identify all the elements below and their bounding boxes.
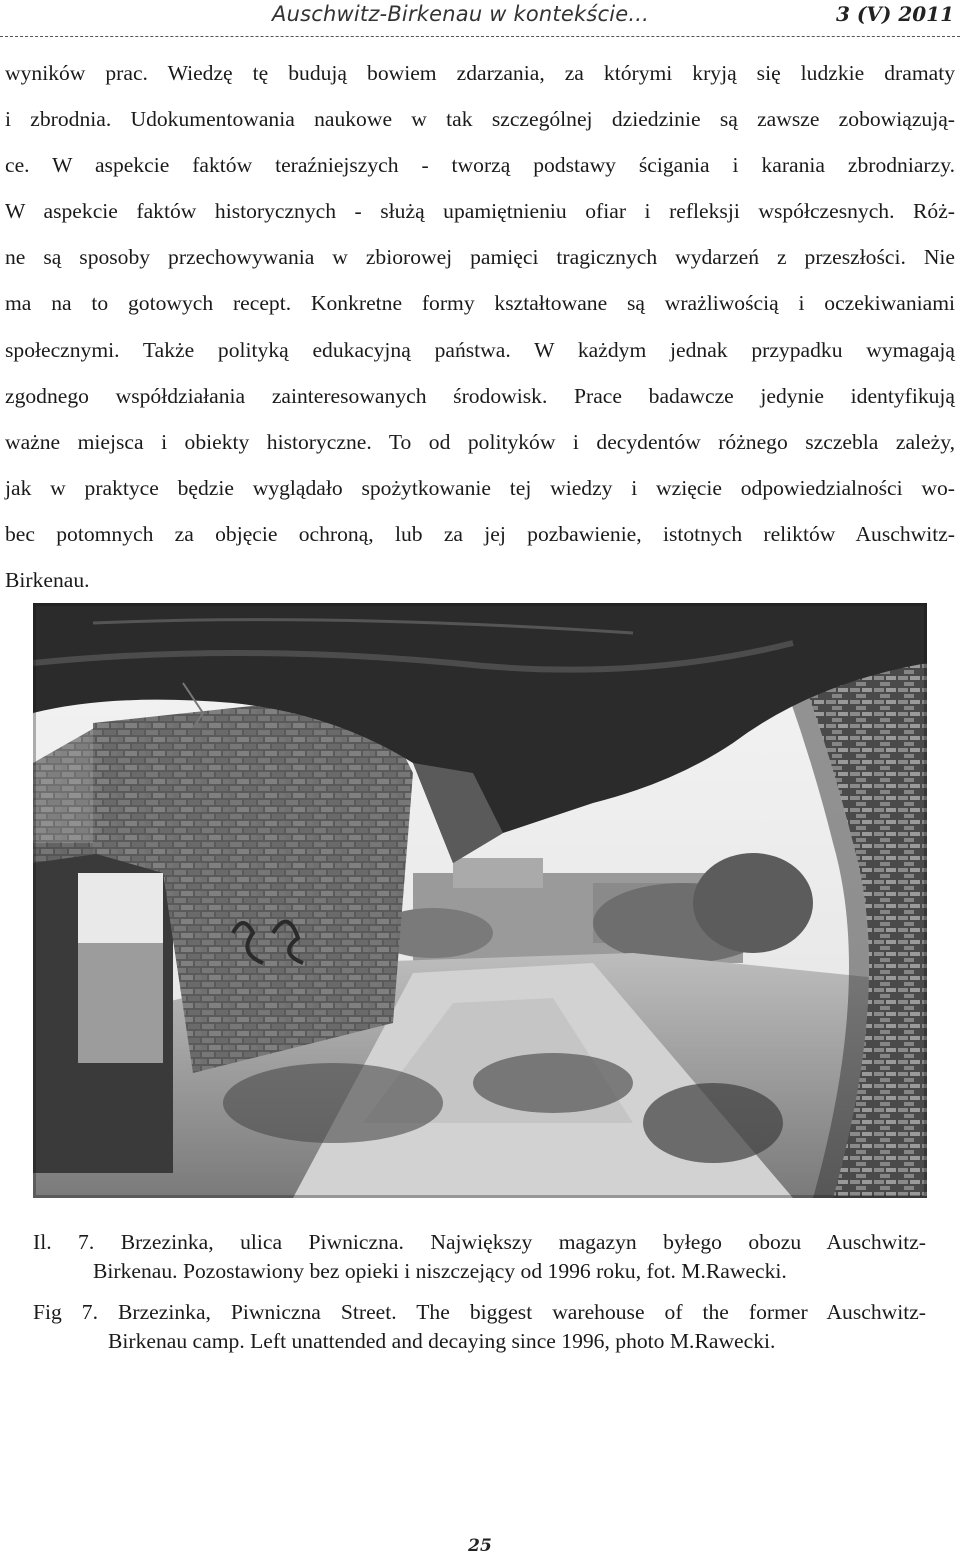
caption-en-line: Birkenau camp. Left unattended and decaying since 1996, photo M.Rawecki. xyxy=(108,1329,776,1353)
body-line: ma na to gotowych recept. Konkretne formy kształtowane są wrażliwością i oczekiwaniami xyxy=(5,291,955,316)
body-line: jak w praktyce będzie wyglądało spożytkowanie tej wiedzy i wzięcie odpowiedzialności wo- xyxy=(5,475,955,500)
body-line: Birkenau. xyxy=(5,568,90,593)
body-line: zgodnego współdziałania zainteresowanych środowisk. Prace badawcze jedynie identyfikują xyxy=(5,383,955,408)
body-line: i zbrodnia. Udokumentowania naukowe w tak szczególnej dziedzinie są zawsze zobowiązują- xyxy=(5,107,955,132)
caption-pl-line: Birkenau. Pozostawiony bez opieki i niszczejący od 1996 roku, fot. M.Rawecki. xyxy=(93,1259,787,1283)
body-line: wyników prac. Wiedzę tę budują bowiem zdarzania, za którymi kryją się ludzkie dramaty xyxy=(5,61,955,85)
caption-en-line: Fig 7. Brzezinka, Piwniczna Street. The biggest warehouse of the former Auschwitz- xyxy=(33,1300,926,1324)
figure-caption-en xyxy=(33,1298,926,1356)
body-line: społecznymi. Także polityką edukacyjną państwa. W każdym jednak przypadku wymagają xyxy=(5,337,955,362)
body-paragraph xyxy=(5,50,955,603)
body-line: ne są sposoby przechowywania w zbiorowej pamięci tragicznych wydarzeń z przeszłości. Nie xyxy=(5,245,955,270)
page-number: 25 xyxy=(468,1536,492,1556)
body-line: ważne miejsca i obiekty historyczne. To od polityków i decydentów różnego szczebla zależy, xyxy=(5,429,955,454)
body-line: W aspekcie faktów historycznych - służą upamiętnieniu ofiar i refleksji współczesnych. Róż- xyxy=(5,199,955,224)
figure-photo xyxy=(33,603,927,1198)
body-line: ce. W aspekcie faktów teraźniejszych - tworzą podstawy ścigania i karania zbrodniarzy. xyxy=(5,153,955,178)
caption-pl-line: Il. 7. Brzezinka, ulica Piwniczna. Największy magazyn byłego obozu Auschwitz- xyxy=(33,1230,926,1254)
body-line: bec potomnych za objęcie ochroną, lub za jej pozbawienie, istotnych reliktów Auschwitz- xyxy=(5,521,955,546)
running-title: Auschwitz-Birkenau w kontekście... xyxy=(272,2,649,26)
issue-number: 3 (V) 2011 xyxy=(836,2,954,26)
page-header xyxy=(0,0,960,40)
figure-caption-pl xyxy=(33,1228,926,1286)
header-rule xyxy=(0,36,960,37)
ruined-warehouse-photo xyxy=(33,603,927,1198)
